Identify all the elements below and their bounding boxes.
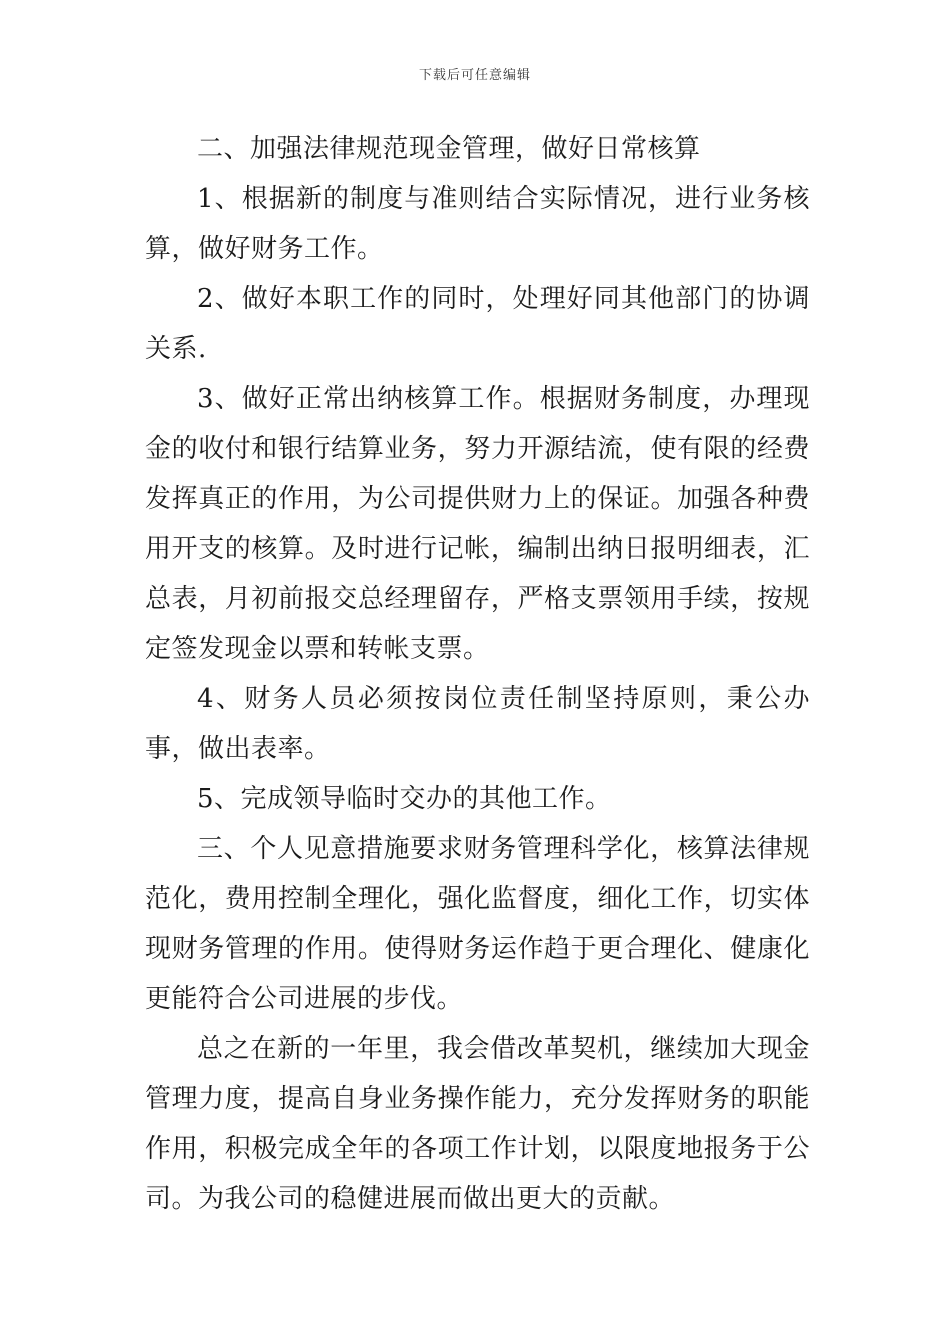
paragraph-item-5: 5、完成领导临时交办的其他工作。 <box>197 784 612 814</box>
paragraph-item-2: 2、做好本职工作的同时，处理好同其他部门的协调关系. <box>145 284 810 364</box>
paragraph-item-1: 1、根据新的制度与准则结合实际情况，进行业务核算，做好财务工作。 <box>145 184 810 264</box>
section-heading-2: 二、加强法律规范现金管理，做好日常核算 <box>197 134 701 164</box>
document-body <box>145 124 810 1224</box>
paragraph-item-4: 4、财务人员必须按岗位责任制坚持原则，秉公办事，做出表率。 <box>145 684 810 764</box>
header-note: 下载后可任意编辑 <box>418 68 531 83</box>
section-paragraph-3: 三、个人见意措施要求财务管理科学化，核算法律规范化，费用控制全理化，强化监督度，细化工作，切实体现财务管理的作用。使得财务运作趋于更合理化、健康化更能符合公司进展的步伐。 <box>145 834 810 1014</box>
conclusion-paragraph: 总之在新的一年里，我会借改革契机，继续加大现金管理力度，提高自身业务操作能力，充分发挥财务的职能作用，积极完成全年的各项工作计划，以限度地报务于公司。为我公司的稳健进展而做出更大的贡献。 <box>145 1034 810 1214</box>
paragraph-item-3: 3、做好正常出纳核算工作。根据财务制度，办理现金的收付和银行结算业务，努力开源结流，使有限的经费发挥真正的作用，为公司提供财力上的保证。加强各种费用开支的核算。及时进行记帐，编制出纳日报明细表，汇总表，月初前报交总经理留存，严格支票领用手续，按规定签发现金以票和转帐支票。 <box>145 384 810 664</box>
